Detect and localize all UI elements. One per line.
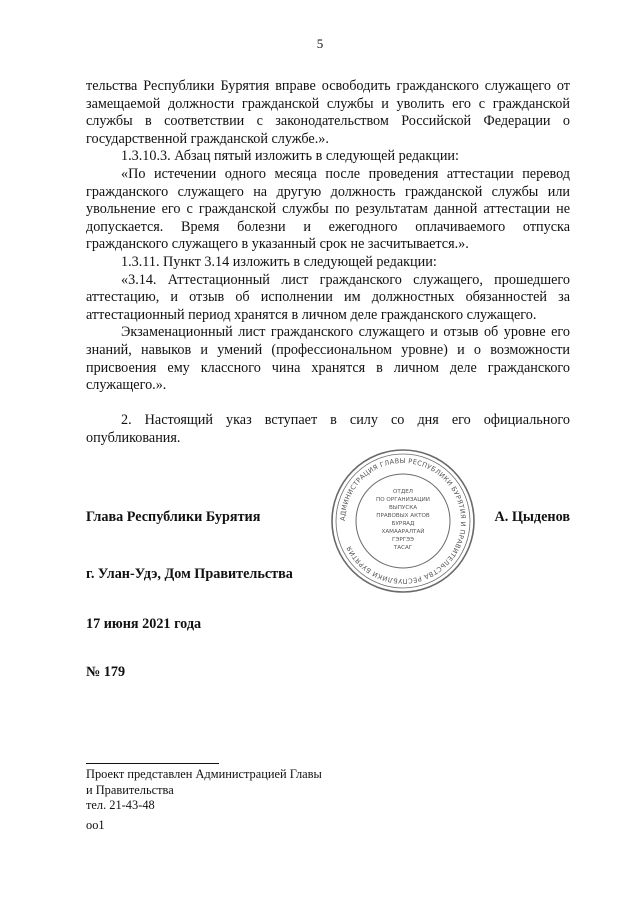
footnote-line: и Правительства [86,782,174,797]
paragraph: 1.3.11. Пункт 3.14 изложить в следующей редакции: [121,253,437,270]
seal-inner-line: ПРАВОВЫХ АКТОВ [376,513,430,519]
signatory-name: А. Цыденов [494,509,570,525]
paragraph: «3.14. Аттестационный лист гражданского служащего, прошедшего аттестацию, и отзыв об исполнении им должностных обязанностей за аттестационный период хранятся в личном деле гражданского служащего. [86,271,570,323]
document-body [86,78,570,447]
seal-inner-line: БУРЯАД [391,521,415,527]
seal-outer-text: АДМИНИСТРАЦИЯ ГЛАВЫ РЕСПУБЛИКИ БУРЯТИЯ И ПРАВИТЕЛЬСТВА РЕСПУБЛИКИ БУРЯТИЯ [338,456,468,586]
signing-place: г. Улан-Удэ, Дом Правительства [86,566,293,582]
document-code: оо1 [86,818,105,832]
paragraph: 2. Настоящий указ вступает в силу со дня его официального опубликования. [86,412,570,446]
seal-inner-line: ГЭРГЭЭ [392,537,414,543]
paragraph: «По истечении одного месяца после проведения аттестации перевод гражданского служащего на другую должность гражданской службы или увольнение его с гражданской службы по результатам данной аттестации не допускается. Время болезни и ежегодного оплачиваемого отпуска гражданского служащего в указанный срок не засчитывается.». [86,165,570,253]
footnote-line: тел. 21-43-48 [86,798,155,813]
seal-inner-line: ВЫПУСКА [388,505,418,511]
paragraph: Экзаменационный лист гражданского служащего и отзыв об уровне его знаний, навыков и умений (профессиональном уровне) и о возможности присвоения ему классного чина хранятся в личном деле гражданского служащего.». [86,324,570,394]
footnote [86,767,322,814]
official-seal [328,446,478,596]
seal-inner-line: ТАСАГ [393,545,413,551]
paragraph: 1.3.10.3. Абзац пятый изложить в следующей редакции: [121,148,459,165]
seal-inner-line: ПО ОРГАНИЗАЦИИ [376,497,430,503]
signing-date: 17 июня 2021 года [86,616,202,632]
decree-number: № 179 [86,664,126,680]
seal-inner-line: ОТДЕЛ [393,489,413,495]
footnote-line: Проект представлен Администрацией Главы [86,767,322,781]
signatory-position: Глава Республики Бурятия [86,509,261,525]
footnote-divider [86,763,219,764]
paragraph: тельства Республики Бурятия вправе освободить гражданского служащего от замещаемой должности гражданской службы и уволить его с гражданской службы в соответствии с законодательством Российской Федерации о государственной гражданской службе.». [86,78,570,147]
page-number: 5 [316,36,324,51]
seal-inner-line: ХАМААРАЛТАЙ [381,529,425,535]
